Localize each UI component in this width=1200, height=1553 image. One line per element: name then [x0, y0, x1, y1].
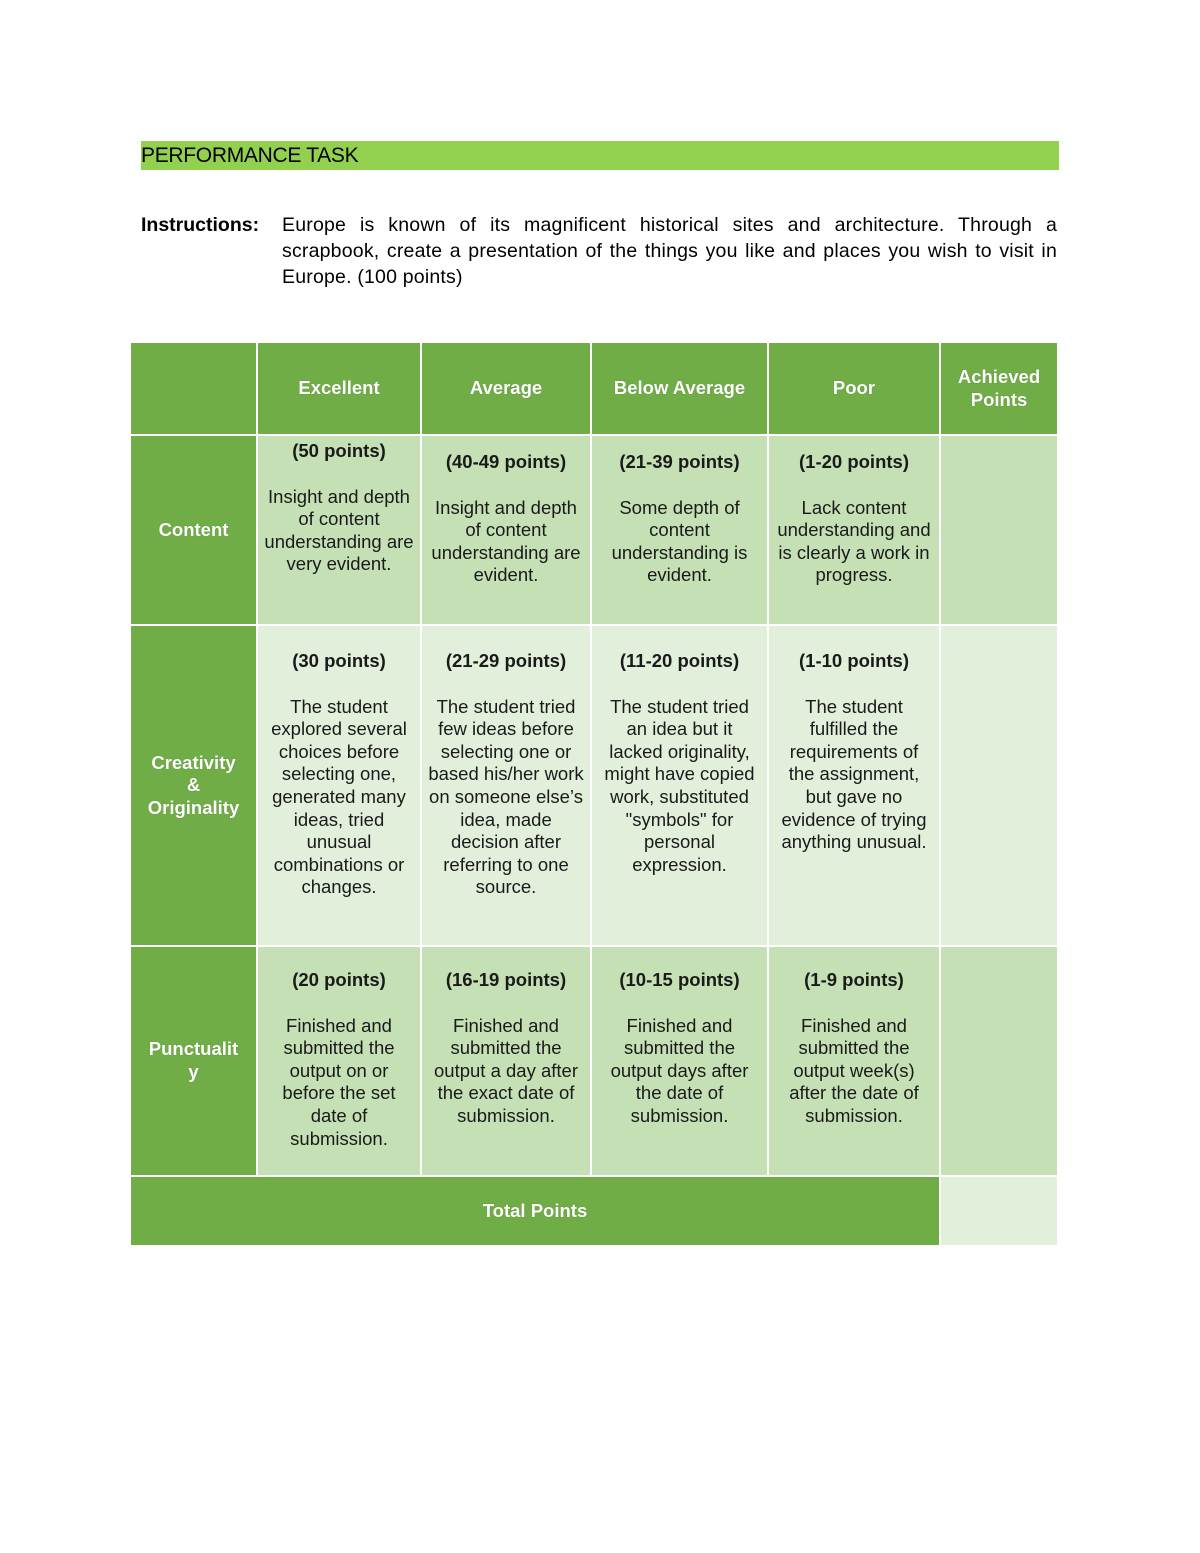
content-poor-cell — [769, 436, 939, 624]
criteria-description: Finished and submitted the output days after the date of submission. — [610, 1014, 749, 1126]
rubric-header-corner — [131, 343, 256, 434]
criteria-description: Finished and submitted the output week(s) after the date of submission. — [789, 1014, 919, 1126]
rubric-header-average: Average — [422, 343, 590, 434]
punctuality-average-cell — [422, 947, 590, 1175]
points-range: (40-49 points) — [445, 451, 567, 472]
points-range: (11-20 points) — [619, 650, 740, 671]
row-label-punctuality: Punctuality — [131, 947, 256, 1175]
instructions-text: Europe is known of its magnificent historical sites and architecture. Through a scrapbook, create a presentation of the things you like and places you wish to visit in Europe. (100 points) — [282, 214, 1057, 288]
content-average-cell — [422, 436, 590, 624]
punctuality-excellent-cell — [258, 947, 420, 1175]
rubric-header-below-average: Below Average — [592, 343, 767, 434]
creativity-poor-cell — [769, 626, 939, 945]
rubric-table — [131, 343, 1047, 1237]
points-range: (50 points) — [292, 440, 386, 461]
punctuality-poor-cell — [769, 947, 939, 1175]
points-range: (16-19 points) — [445, 969, 567, 990]
row-label-creativity: Creativity & Originality — [131, 626, 256, 945]
rubric-header-achieved-points: Achieved Points — [941, 343, 1057, 434]
punctuality-achieved-points-cell[interactable] — [941, 947, 1057, 1175]
points-range: (1-20 points) — [799, 451, 909, 472]
page-title: PERFORMANCE TASK — [141, 141, 1059, 170]
criteria-description: Insight and depth of content understanding are very evident. — [264, 485, 414, 575]
rubric-header-poor: Poor — [769, 343, 939, 434]
criteria-description: Finished and submitted the output on or before the set date of submission. — [282, 1014, 396, 1149]
creativity-excellent-cell — [258, 626, 420, 945]
content-achieved-points-cell[interactable] — [941, 436, 1057, 624]
points-range: (1-9 points) — [804, 969, 904, 990]
criteria-description: Lack content understanding and is clearly a work in progress. — [777, 496, 931, 586]
points-range: (30 points) — [292, 650, 386, 671]
points-range: (10-15 points) — [619, 969, 740, 990]
content-excellent-cell — [258, 436, 420, 624]
criteria-description: The student tried few ideas before selecting one or based his/her work on someone else’s idea, made decision after referring to one source. — [428, 695, 584, 898]
points-range: (21-29 points) — [445, 650, 567, 671]
criteria-description: The student explored several choices before selecting one, generated many ideas, tried unusual combinations or changes. — [271, 695, 407, 898]
punctuality-below-average-cell — [592, 947, 767, 1175]
total-points-value-cell[interactable] — [941, 1177, 1057, 1245]
instructions-label: Instructions: — [141, 214, 260, 236]
row-label-content: Content — [131, 436, 256, 624]
content-below-average-cell — [592, 436, 767, 624]
criteria-description: The student tried an idea but it lacked originality, might have copied work, substituted "symbols" for personal expression. — [604, 695, 755, 875]
points-range: (20 points) — [292, 969, 386, 990]
instructions — [141, 212, 1057, 290]
points-range: (21-39 points) — [619, 451, 740, 472]
criteria-description: Finished and submitted the output a day after the exact date of submission. — [434, 1014, 578, 1126]
total-points-label: Total Points — [131, 1177, 939, 1245]
creativity-average-cell — [422, 626, 590, 945]
criteria-description: The student fulfilled the requirements of the assignment, but gave no evidence of trying anything unusual. — [781, 695, 927, 853]
criteria-description: Some depth of content understanding is evident. — [611, 496, 748, 586]
creativity-below-average-cell — [592, 626, 767, 945]
creativity-achieved-points-cell[interactable] — [941, 626, 1057, 945]
criteria-description: Insight and depth of content understanding are evident. — [431, 496, 581, 586]
rubric-header-excellent: Excellent — [258, 343, 420, 434]
points-range: (1-10 points) — [799, 650, 909, 671]
